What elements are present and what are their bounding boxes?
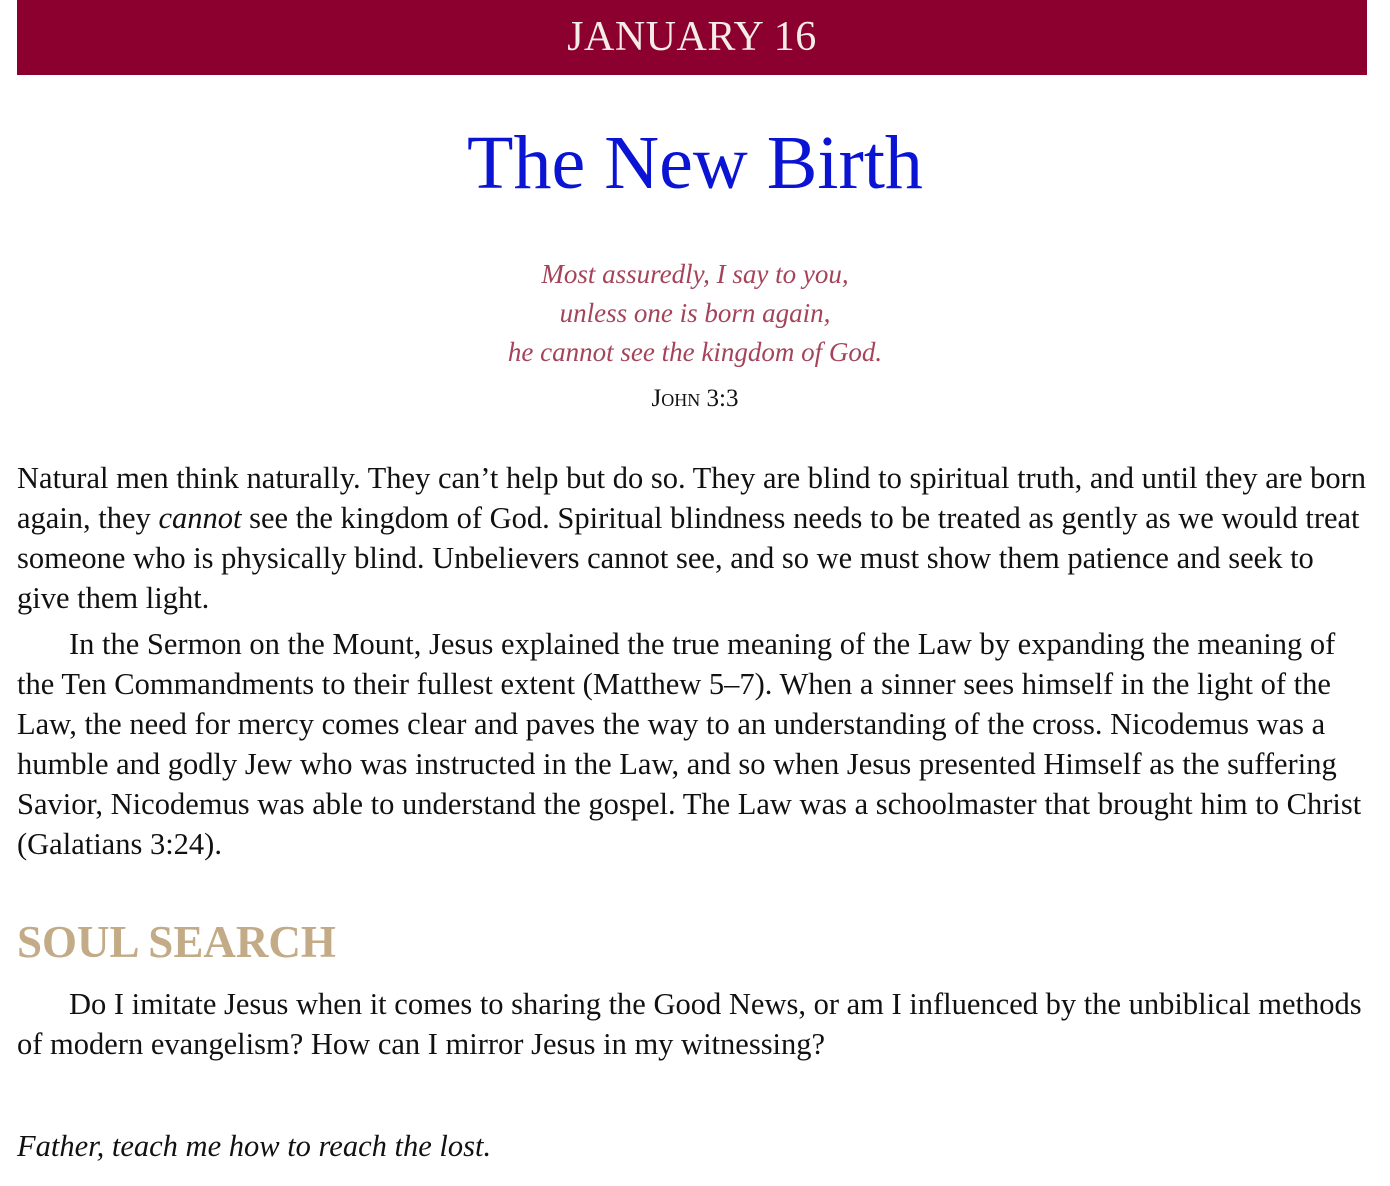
date-banner: JANUARY 16 [17,0,1367,75]
verse-reference: John 3:3 [651,385,739,412]
closing-prayer: Father, teach me how to reach the lost. [17,1129,492,1163]
soul-search-heading: SOUL SEARCH [17,917,336,967]
devotional-body [17,458,1373,870]
paragraph-text: see the kingdom of God. Spiritual blindness needs to be treated as gently as we would treat someone who is physically blind. Unbelievers cannot see, and so we must show them patience and seek to give them light. [17,501,1360,615]
scripture-verse [0,255,1390,372]
page-title: The New Birth [467,121,923,205]
paragraph-text: Natural men think naturally. They can’t help but do so. They are blind to spiritual truth, and until they are born again, they [17,461,1367,535]
body-paragraph-2: In the Sermon on the Mount, Jesus explained the true meaning of the Law by expanding the meaning of the Ten Commandments to their fullest extent (Matthew 5–7). When a sinner sees himself in the light of the Law, the need for mercy comes clear and paves the way to an understanding of the cross. Nicodemus was a humble and godly Jew who was instructed in the Law, and so when Jesus presented Himself as the suffering Savior, Nicodemus was able to understand the gospel. The Law was a schoolmaster that brought him to Christ (Galatians 3:24). [17,627,1362,861]
emphasis-text: cannot [158,501,242,535]
verse-line: Most assuredly, I say to you, [541,259,849,289]
soul-search-question: Do I imitate Jesus when it comes to sharing the Good News, or am I influenced by the unbiblical methods of modern evangelism? How can I mirror Jesus in my witnessing? [17,987,1362,1061]
body-paragraph-1 [17,458,1373,618]
verse-line: he cannot see the kingdom of God. [507,337,883,367]
verse-line: unless one is born again, [559,298,831,328]
